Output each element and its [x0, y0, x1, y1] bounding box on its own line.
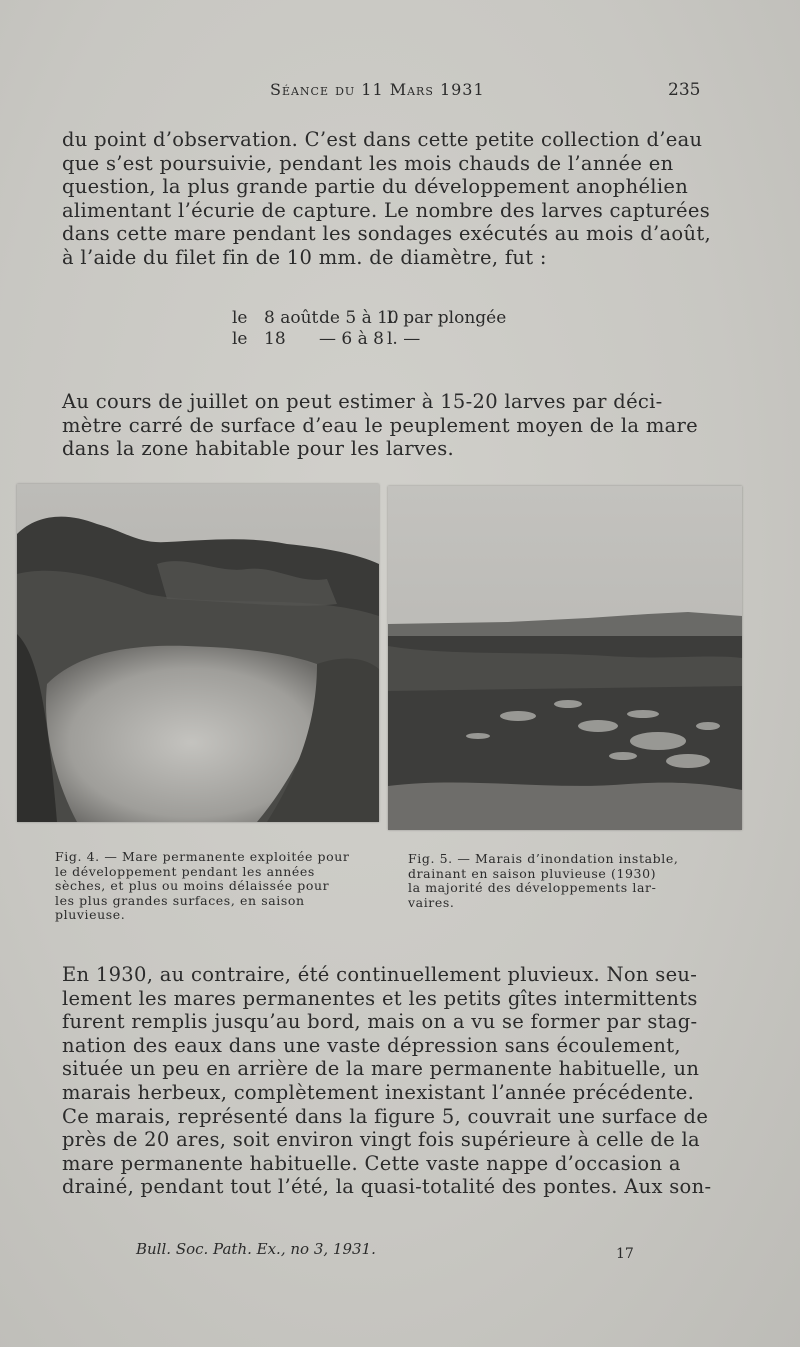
caption-line: sèches, et plus ou moins délaissée pour: [55, 878, 330, 893]
text-line: située un peu en arrière de la mare permanente habituelle, un: [62, 1057, 700, 1081]
table-cell: — 6 à 8: [319, 329, 384, 349]
figure-5-caption: [408, 852, 708, 910]
paragraph-2: [62, 390, 702, 461]
text-line: mare permanente habituelle. Cette vaste nappe d’occasion a: [62, 1151, 681, 1175]
figure-5-photo: [388, 486, 742, 830]
page-footer: [0, 1238, 800, 1262]
text-line: près de 20 ares, soit environ vingt fois supérieure à celle de la: [62, 1128, 700, 1152]
journal-reference: Bull. Soc. Path. Ex., no 3, 1931.: [136, 1240, 376, 1258]
text-line: marais herbeux, complètement inexistant l’année précédente.: [62, 1080, 695, 1104]
table-row: [232, 329, 467, 350]
text-line: alimentant l’écurie de capture. Le nombre des larves capturées: [62, 198, 711, 222]
table-cell: 18: [264, 329, 286, 349]
text-line: à l’aide du filet fin de 10 mm. de diamètre, fut :: [62, 245, 547, 269]
page-number: 235: [668, 80, 701, 100]
larvae-count-table: [232, 308, 507, 350]
caption-line: les plus grandes surfaces, en saison: [55, 892, 305, 908]
caption-line: la majorité des développements lar-: [408, 880, 657, 895]
text-line: furent remplis jusqu’au bord, mais on a vu se former par stag-: [62, 1010, 698, 1034]
table-cell: 8 août: [264, 308, 319, 328]
text-line: du point d’observation. C’est dans cette petite collection d’eau: [62, 128, 703, 151]
text-line: nation des eaux dans une vaste dépression sans écoulement,: [62, 1033, 681, 1057]
text-line: mètre carré de surface d’eau le peuplement moyen de la mare: [62, 413, 699, 437]
running-title: Séance du 11 Mars 1931: [270, 80, 485, 99]
caption-line: vaires.: [408, 894, 455, 910]
caption-line: drainant en saison pluvieuse (1930): [408, 865, 657, 881]
signature-mark: 17: [616, 1246, 634, 1262]
text-line: Ce marais, représenté dans la figure 5, couvrait une surface de: [62, 1104, 709, 1128]
text-line: lement les mares permanentes et les petits gîtes intermittents: [62, 986, 698, 1010]
table-cell: le: [232, 308, 248, 328]
table-cell: l. —: [387, 329, 421, 349]
caption-line: pluvieuse.: [55, 907, 126, 922]
paragraph-1: [62, 128, 711, 270]
table-row: [232, 308, 507, 329]
caption-line: Fig. 5. — Marais d’inondation instable,: [408, 851, 679, 866]
running-header: [0, 80, 800, 104]
table-cell: l. par plongée: [387, 308, 507, 328]
text-line: Au cours de juillet on peut estimer à 15-20 larves par déci-: [62, 390, 663, 413]
table-cell: de 5 à 10: [319, 308, 399, 328]
figure-4-photo: [17, 484, 379, 822]
paragraph-3: [62, 963, 712, 1199]
text-line: question, la plus grande partie du développement anophélien: [62, 175, 689, 199]
text-line: drainé, pendant tout l’été, la quasi-totalité des pontes. Aux son-: [62, 1175, 712, 1199]
table-cell: le: [232, 329, 248, 349]
text-line: dans cette mare pendant les sondages exécutés au mois d’août,: [62, 222, 711, 246]
figure-4-caption: [55, 850, 385, 923]
caption-line: Fig. 4. — Mare permanente exploitée pour: [55, 849, 350, 864]
text-line: dans la zone habitable pour les larves.: [62, 437, 454, 461]
text-line: que s’est poursuivie, pendant les mois chauds de l’année en: [62, 151, 674, 175]
caption-line: le développement pendant les années: [55, 863, 315, 879]
text-line: En 1930, au contraire, été continuellement pluvieux. Non seu-: [62, 963, 698, 986]
